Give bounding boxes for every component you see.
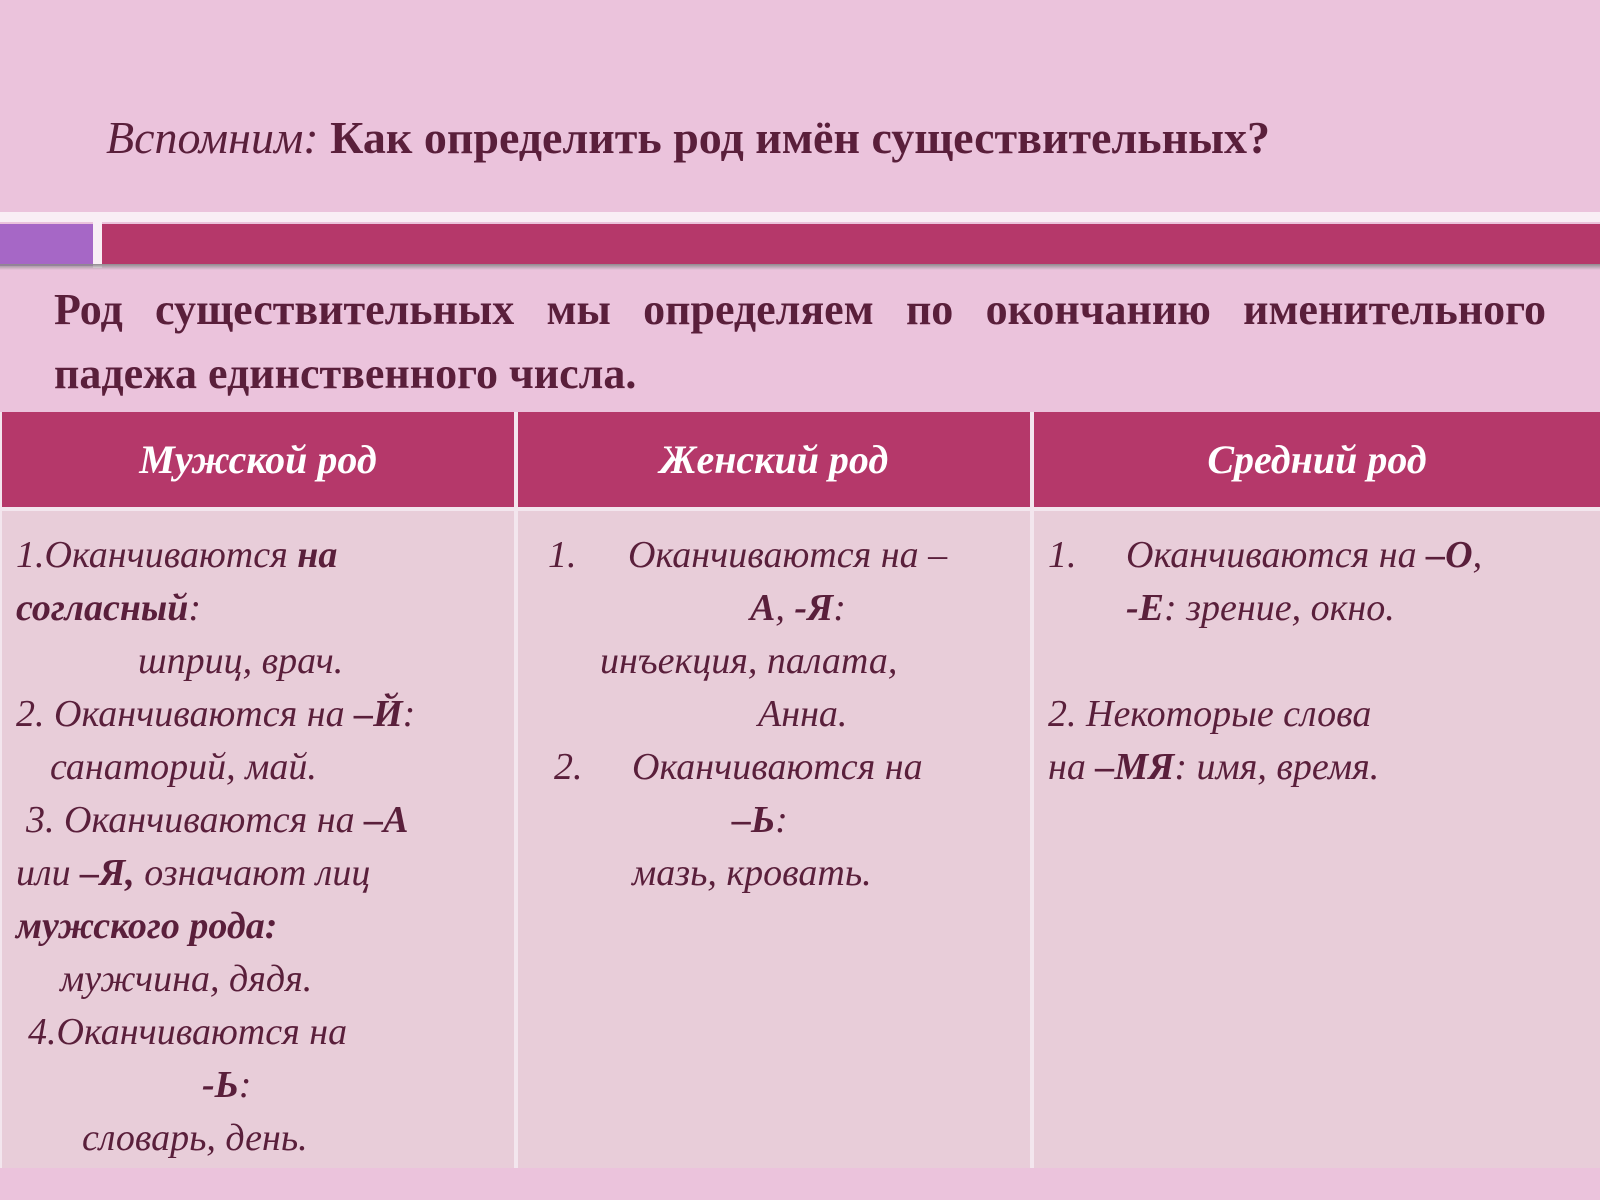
fem-line-2b: , <box>775 587 795 629</box>
neut-line-1b: –О <box>1426 534 1473 576</box>
neut-line-1a: Оканчиваются на <box>1126 534 1427 576</box>
fem-line-5: Оканчиваются на <box>632 746 923 788</box>
gender-table-body <box>0 412 1600 1168</box>
cell-masculine <box>2 511 514 1168</box>
accent-bar-shadow <box>0 264 1600 270</box>
masc-line-11b: : <box>238 1064 252 1106</box>
accent-bar <box>102 224 1600 264</box>
masc-line-4c: : <box>402 693 416 735</box>
neut-line-3: 2. Некоторые слова <box>1048 693 1372 735</box>
masc-line-8: мужского рода: <box>16 905 278 947</box>
fem-line-4: Анна. <box>758 693 848 735</box>
masc-line-2a: согласный <box>16 587 189 629</box>
masc-line-1b: на <box>297 534 338 576</box>
masc-line-5: санаторий, май. <box>50 746 317 788</box>
masc-line-9: мужчина, дядя. <box>60 958 313 1000</box>
masc-line-6b: –А <box>364 799 409 841</box>
fem-line-7: мазь, кровать. <box>632 852 872 894</box>
header-masculine: Мужской род <box>2 412 514 507</box>
intro-text: Род существительных мы определяем по окончанию именительного падежа единственного числа. <box>54 285 1546 398</box>
slide-title <box>106 108 1556 168</box>
fem-line-2c: -Я <box>794 587 834 629</box>
masc-line-2b: : <box>188 587 202 629</box>
masc-line-12: словарь, день. <box>82 1117 308 1159</box>
header-neuter: Средний род <box>1034 412 1600 507</box>
fem-line-3: инъекция, палата, <box>600 640 898 682</box>
masc-line-7a: или <box>16 852 81 894</box>
neut-line-4c: : имя, время. <box>1174 746 1380 788</box>
fem-num-1: 1. <box>548 534 577 576</box>
fem-line-2a: А <box>750 587 776 629</box>
masc-line-11a: -Ь <box>202 1064 239 1106</box>
neut-line-2b: : зрение, окно. <box>1164 587 1395 629</box>
cell-neuter <box>1034 511 1600 1168</box>
cell-feminine <box>518 511 1030 1168</box>
divider-line <box>0 212 1600 222</box>
fem-line-1: Оканчиваются на – <box>628 534 948 576</box>
neut-line-2a: -Е <box>1126 587 1164 629</box>
fem-line-2d: : <box>833 587 846 629</box>
masc-line-6a: 3. Оканчиваются на <box>26 799 365 841</box>
masc-line-3: шприц, врач. <box>138 640 344 682</box>
neut-num-1: 1. <box>1048 534 1077 576</box>
masc-line-1a: 1.Оканчиваются <box>16 534 298 576</box>
neut-line-4a: на <box>1048 746 1096 788</box>
masc-line-7c: означают лиц <box>134 852 371 894</box>
neut-line-4b: –МЯ <box>1095 746 1175 788</box>
title-main: Как определить род имён существительных? <box>330 112 1271 163</box>
masc-line-7b: –Я, <box>80 852 135 894</box>
masc-line-4b: –Й <box>354 693 403 735</box>
bottom-band <box>0 1168 1600 1200</box>
accent-bar-purple <box>0 224 93 266</box>
fem-line-6a: –Ь <box>732 799 776 841</box>
title-prefix: Вспомним: <box>106 112 319 163</box>
header-feminine: Женский род <box>518 412 1030 507</box>
masc-line-10: 4.Оканчиваются на <box>28 1011 348 1053</box>
neut-line-1c: , <box>1472 534 1483 576</box>
fem-line-6b: : <box>775 799 788 841</box>
accent-bar-gap <box>93 222 102 268</box>
fem-num-2: 2. <box>554 746 583 788</box>
masc-line-4a: 2. Оканчиваются на <box>16 693 355 735</box>
